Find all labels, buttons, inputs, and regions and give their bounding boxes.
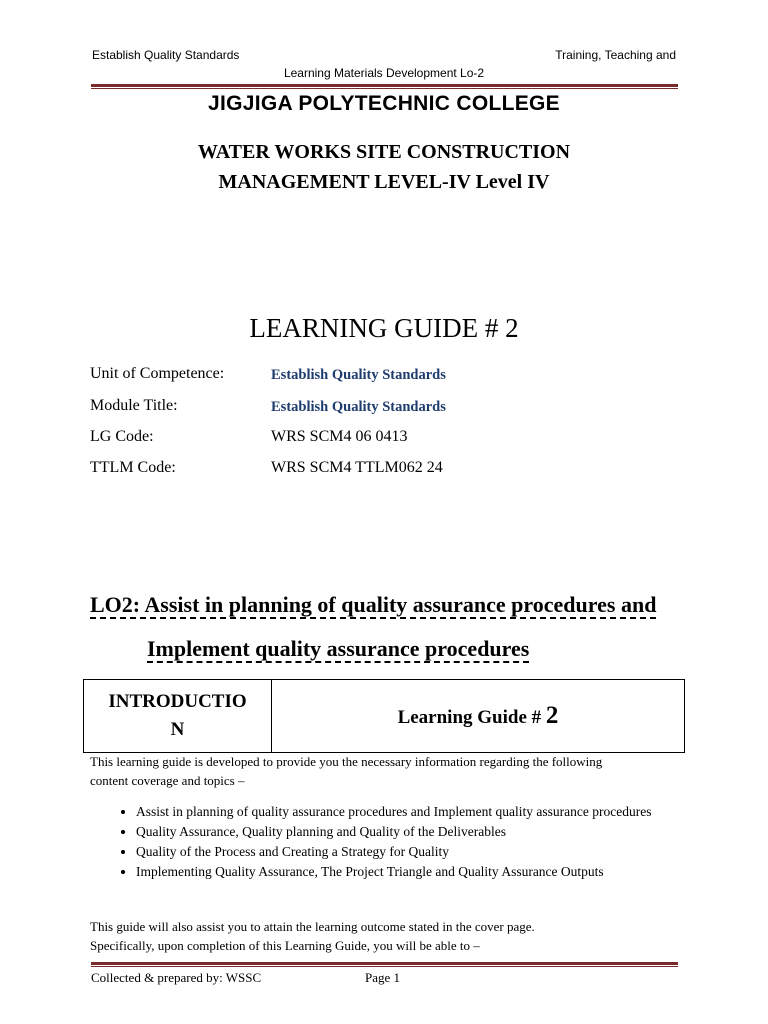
topics-list <box>108 802 696 882</box>
field-value-lg-code: WRS SCM4 06 0413 <box>271 428 408 445</box>
footer-rule <box>91 962 678 967</box>
college-name: JIGJIGA POLYTECHNIC COLLEGE <box>208 92 560 115</box>
header-rule <box>91 84 678 89</box>
introduction-line-1: INTRODUCTIO <box>108 691 247 712</box>
field-value-ttlm-code: WRS SCM4 TTLM062 24 <box>271 459 443 476</box>
learning-guide-cell <box>272 680 685 753</box>
field-label-lg-code: LG Code: <box>90 428 154 445</box>
closing-paragraph <box>90 917 535 955</box>
header-center-text: Learning Materials Development Lo-2 <box>283 66 485 80</box>
introduction-table <box>83 679 685 753</box>
topic-item: • Assist in planning of quality assurance procedures and Implement quality assurance procedures <box>136 802 696 822</box>
field-value-module: Establish Quality Standards <box>271 399 446 415</box>
header-right-text: Training, Teaching and <box>555 48 676 62</box>
learning-guide-number: 2 <box>545 702 559 729</box>
page-number: Page 1 <box>365 970 401 985</box>
program-title <box>0 137 768 197</box>
closing-line-2: Specifically, upon completion of this Learning Guide, you will be able to – <box>90 938 480 953</box>
program-line-2: MANAGEMENT LEVEL-IV Level IV <box>218 171 550 193</box>
field-label-unit: Unit of Competence: <box>90 365 225 382</box>
intro-paragraph <box>90 752 602 790</box>
introduction-cell <box>84 680 272 753</box>
closing-line-1: This guide will also assist you to attain the learning outcome stated in the cover page. <box>90 919 535 934</box>
intro-paragraph-line-2: content coverage and topics – <box>90 773 245 788</box>
learning-guide-label: Learning Guide # <box>397 707 542 728</box>
field-label-ttlm-code: TTLM Code: <box>90 459 176 476</box>
program-line-1: WATER WORKS SITE CONSTRUCTION <box>197 141 571 163</box>
intro-paragraph-line-1: This learning guide is developed to provide you the necessary information regarding the following <box>90 754 603 769</box>
field-value-unit: Establish Quality Standards <box>271 367 446 383</box>
footer-credit: Collected & prepared by: WSSC <box>91 970 262 985</box>
learning-outcome-line-1: LO2: Assist in planning of quality assurance procedures and <box>90 592 657 617</box>
topic-item: • Quality Assurance, Quality planning and Quality of the Deliverables <box>136 822 696 842</box>
topic-item: • Implementing Quality Assurance, The Project Triangle and Quality Assurance Outputs <box>136 862 696 882</box>
guide-title: LEARNING GUIDE # 2 <box>249 313 519 343</box>
introduction-line-2: N <box>170 719 185 740</box>
topic-item: • Quality of the Process and Creating a Strategy for Quality <box>136 842 696 862</box>
header-left-text: Establish Quality Standards <box>92 48 240 62</box>
learning-outcome-line-2: Implement quality assurance procedures <box>147 636 530 661</box>
field-label-module: Module Title: <box>90 397 178 414</box>
